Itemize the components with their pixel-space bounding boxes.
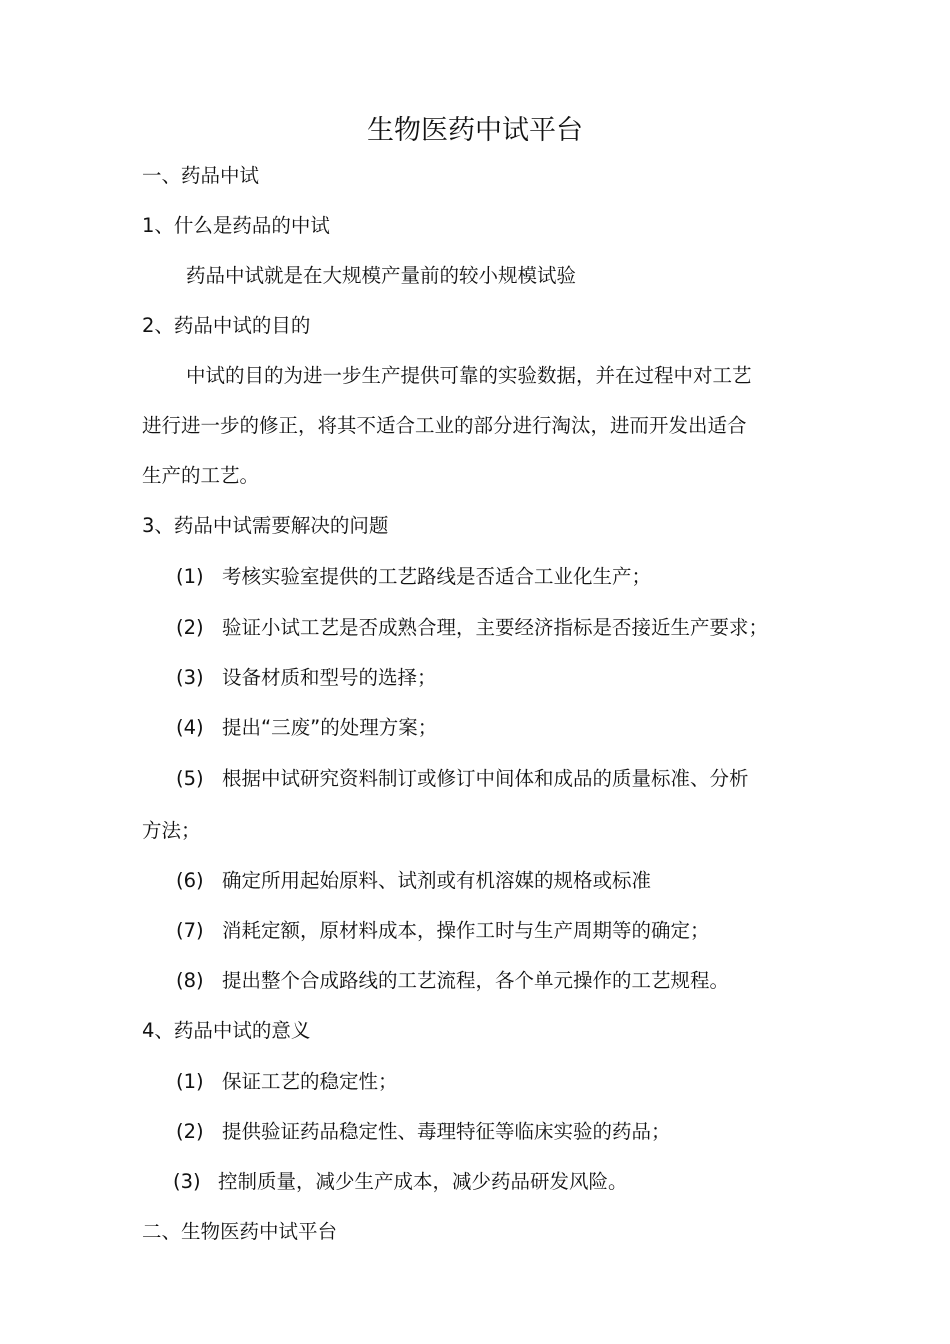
list-item-number: (7): [176, 919, 204, 942]
list-item-text: 保证工艺的稳定性；: [222, 1070, 398, 1093]
paragraph-purpose-line-1: 中试的目的为进一步生产提供可靠的实验数据，并在过程中对工艺: [186, 364, 752, 387]
list-item-text: 根据中试研究资料制订或修订中间体和成品的质量标准、分析: [222, 767, 749, 790]
list-item: [173, 1169, 628, 1195]
list-item: [176, 766, 749, 792]
list-item-text: 确定所用起始原料、试剂或有机溶媒的规格或标准: [222, 869, 652, 892]
list-item-continuation: 方法；: [142, 819, 201, 842]
section-heading-2: 二、生物医药中试平台: [142, 1220, 338, 1243]
list-item: [176, 968, 729, 994]
list-item-number: (1): [176, 1070, 204, 1093]
list-item-number: (3): [173, 1170, 201, 1193]
list-item: [176, 1069, 398, 1095]
subheading-significance: 4、药品中试的意义: [142, 1019, 311, 1042]
paragraph-definition: 药品中试就是在大规模产量前的较小规模试验: [186, 264, 577, 287]
list-item-text: 考核实验室提供的工艺路线是否适合工业化生产；: [222, 565, 652, 588]
list-item-number: (2): [176, 616, 204, 639]
list-item-number: (2): [176, 1120, 204, 1143]
list-item: [176, 564, 651, 590]
subheading-what-is-pilot: 1、什么是药品的中试: [142, 214, 330, 237]
paragraph-purpose-line-2: 进行进一步的修正，将其不适合工业的部分进行淘汰，进而开发出适合: [142, 414, 747, 437]
paragraph-purpose-line-3: 生产的工艺。: [142, 464, 260, 487]
document-title: 生物医药中试平台: [367, 115, 583, 146]
list-item: [176, 615, 768, 641]
list-item: [176, 1119, 671, 1145]
list-item-text: 提出“三废”的处理方案；: [222, 716, 438, 739]
list-item-number: (6): [176, 869, 204, 892]
list-item: [176, 868, 651, 894]
list-item-text: 提供验证药品稳定性、毒理特征等临床实验的药品；: [222, 1120, 671, 1143]
list-item: [176, 918, 710, 944]
subheading-problems: 3、药品中试需要解决的问题: [142, 514, 389, 537]
list-item-number: (4): [176, 716, 204, 739]
section-heading-1: 一、药品中试: [142, 164, 260, 187]
list-item-text: 提出整个合成路线的工艺流程，各个单元操作的工艺规程。: [222, 969, 730, 992]
list-item-text: 消耗定额，原材料成本，操作工时与生产周期等的确定；: [222, 919, 710, 942]
list-item-text: 验证小试工艺是否成熟合理，主要经济指标是否接近生产要求；: [222, 616, 769, 639]
list-item-number: (3): [176, 666, 204, 689]
list-item: [176, 665, 437, 691]
list-item-number: (8): [176, 969, 204, 992]
subheading-purpose: 2、药品中试的目的: [142, 314, 311, 337]
list-item-number: (1): [176, 565, 204, 588]
list-item-text: 控制质量，减少生产成本，减少药品研发风险。: [218, 1170, 628, 1193]
list-item-text: 设备材质和型号的选择；: [222, 666, 437, 689]
list-item-number: (5): [176, 767, 204, 790]
list-item: [176, 715, 437, 741]
